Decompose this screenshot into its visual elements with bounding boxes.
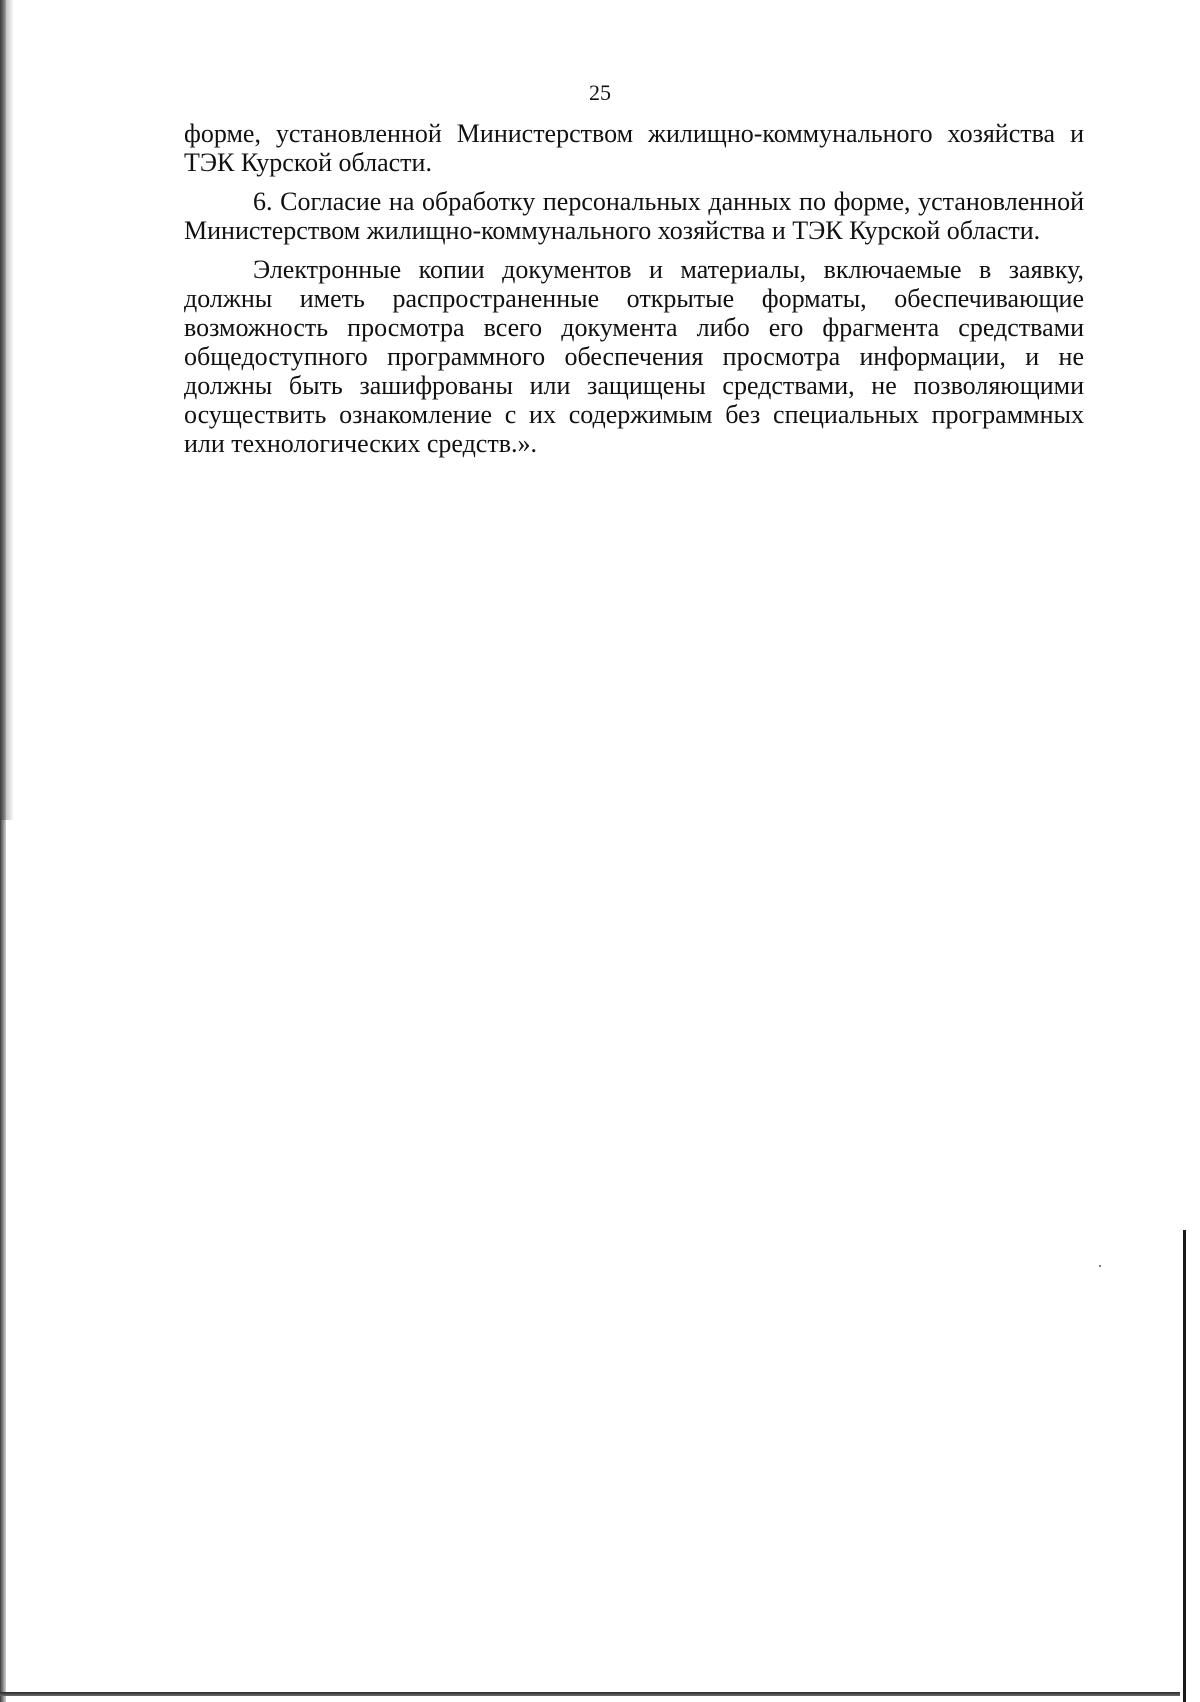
paragraph-electronic-copies: Электронные копии документов и материалы, включаемые в заявку, должны иметь распространенные открытые форматы, обеспечивающие возможность просмотра всего документа либо его фрагмента средствами общедоступного программного обеспечения просмотра информации, и не должны быть зашифрованы или защищены средствами, не позволяющими осуществить ознакомление с их содержимым без специальных программных или технологических средств.». <box>184 255 1084 458</box>
scan-edge-bottom <box>0 1692 1180 1696</box>
paragraph-continuation: форме, установленной Министерством жилищно-коммунального хозяйства и ТЭК Курской области. <box>184 119 1084 177</box>
page-number: 25 <box>589 80 611 105</box>
document-body <box>184 119 1084 468</box>
scan-edge-shadow <box>0 0 14 820</box>
paragraph-item-6: 6. Согласие на обработку персональных данных по форме, установленной Министерством жилищно-коммунального хозяйства и ТЭК Курской области. <box>184 187 1084 245</box>
scan-speck <box>1099 1265 1101 1267</box>
scan-edge-right <box>1183 1230 1186 1702</box>
